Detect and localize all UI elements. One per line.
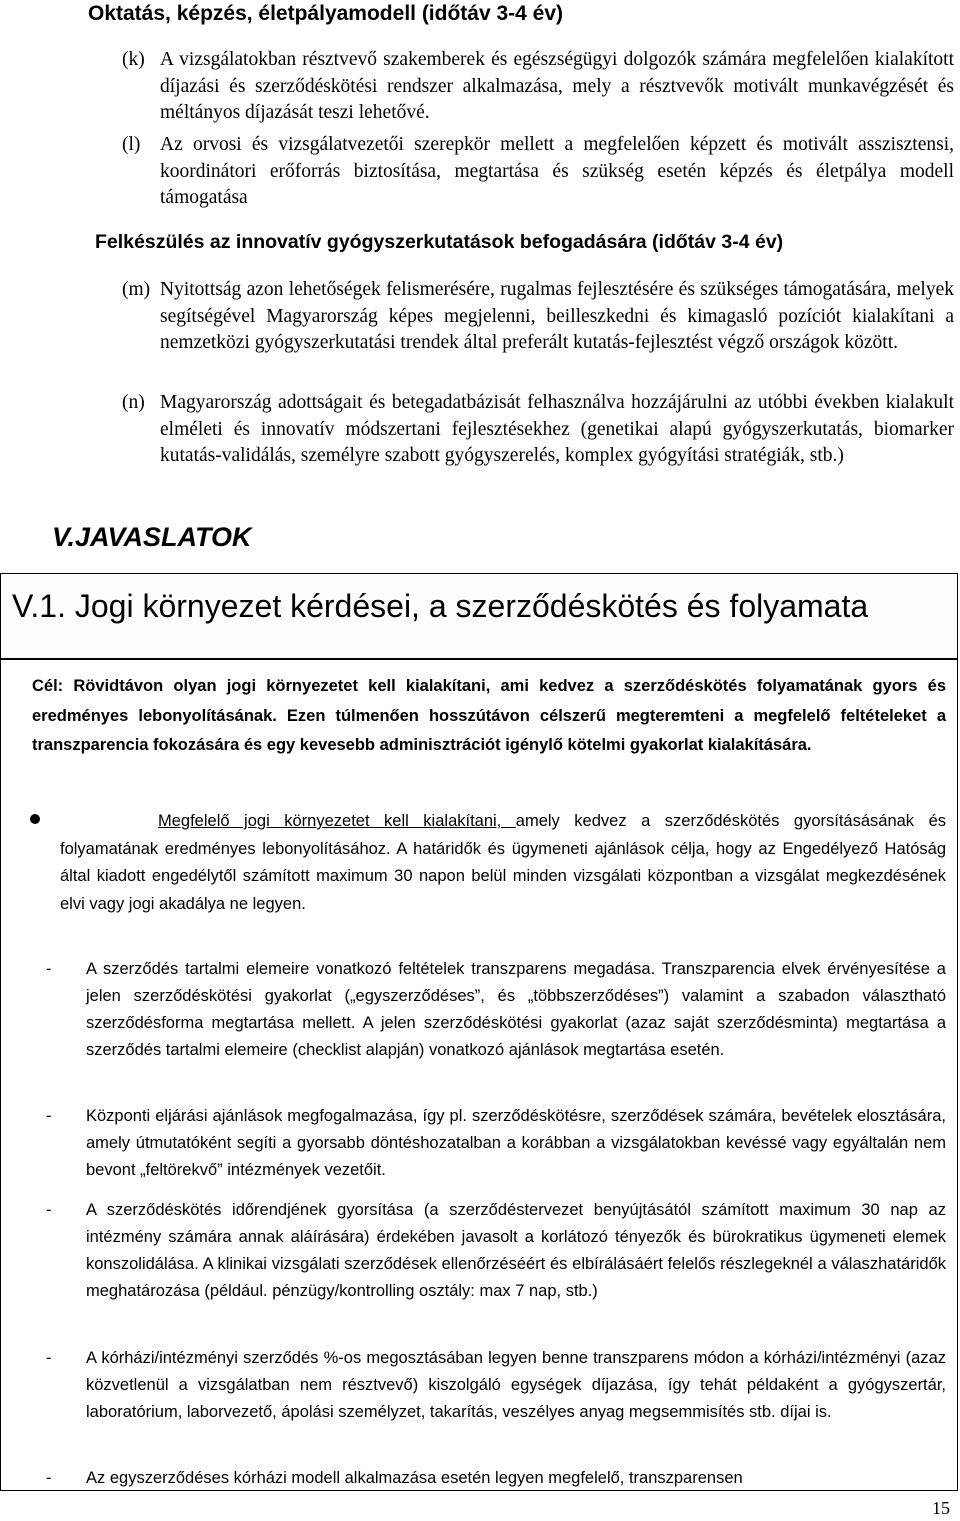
dash-item-3: A szerződéskötés időrendjének gyorsítása (a szerződéstervezet benyújtásától számított maximum 30 nap az intézmény számára annak aláírására) érdekében javasolt a korlátozó tényezők és bürokratikus ügymeneti elemek konszolidálása. A klinikai vizsgálati szerződések ellenőrzéséért és elbírálásáért felelős részlegeknél a válaszhatáridők meghatározása (például. pénzügy/kontrolling osztály: max 7 nap, stb.) — [86, 1201, 946, 1300]
list-item-m — [122, 277, 954, 357]
dash-icon: - — [46, 1469, 52, 1487]
heading-innovative-research: Felkészülés az innovatív gyógyszerkutatások befogadására (időtáv 3-4 év) — [95, 231, 784, 253]
list-item-n — [122, 390, 954, 470]
list-item-l — [122, 132, 954, 212]
bullet-paragraph — [60, 808, 946, 918]
item-label: (n) — [122, 392, 145, 413]
dash-icon: - — [46, 1201, 52, 1219]
dash-item-2: Központi eljárási ajánlások megfogalmazása, így pl. szerződéskötésre, szerződések számára, bevételek elosztására, amely útmutatóként segíti a gyorsabb döntéshozatalban a korábban a vizsgálatokban kevéssé vagy egyáltalán nem bevont „feltörekvő” intézmények vezetőit. — [86, 1107, 946, 1179]
bullet-icon — [30, 814, 40, 824]
item-text: Nyitottság azon lehetőségek felismerésére, rugalmas fejlesztésére és szükséges támogatására, melyek segítségével Magyarország képes megjelenni, beilleszkedni és kimagasló pozíciót kialakítani a nemzetközi gyógyszerkutatási trendek által preferált kutatás-fejlesztést végző országok között. — [160, 279, 954, 353]
dash-icon: - — [46, 1107, 52, 1125]
bullet-underlined-text: Megfelelő jogi környezetet kell kialakítani, — [158, 812, 516, 830]
goal-paragraph: Cél: Rövidtávon olyan jogi környezetet kell kialakítani, ami kedvez a szerződéskötés folyamatának gyors és eredményes lebonyolításának. Ezen túlmenően hosszútávon célszerű megteremteni a megfelelő feltételeket a transzparencia fokozására és egy kevesebb adminisztrációt igénylő kötelmi gyakorlat kialakítására. — [32, 677, 946, 754]
item-text: Magyarország adottságait és betegadatbázisát felhasználva hozzájárulni az utóbbi években kialakult elméleti és innovatív módszertani fejlesztésekhez (genetikai alapú gyógyszerkutatás, biomarker kutatás-validálás, személyre szabott gyógyszerelés, komplex gyógyítási stratégiák, stb.) — [160, 392, 954, 466]
chapter-heading-javaslatok: V.JAVASLATOK — [52, 522, 252, 552]
item-text: Az orvosi és vizsgálatvezetői szerepkör mellett a megfelelően képzett és motivált asszisztensi, koordinátori erőforrás biztosítása, megtartása és szükség esetén képzés és életpálya modell támogatása — [160, 134, 954, 208]
list-item-k — [122, 47, 954, 127]
section-title: V.1. Jogi környezet kérdései, a szerződéskötés és folyamata — [12, 588, 869, 624]
dash-icon: - — [46, 1349, 52, 1367]
bullet-text: amely kedvez a szerződéskötés gyorsításásának és folyamatának eredményes lebonyolításához. A határidők és ügymeneti ajánlások célja, hogy az Engedélyező Hatóság által kiadott engedélytől számított maximum 30 napon belül minden vizsgálati központban a vizsgálat megkezdésének elvi vagy jogi akadálya ne legyen. — [60, 812, 946, 913]
item-label: (l) — [122, 134, 141, 155]
dash-item-5: Az egyszerződéses kórházi modell alkalmazása esetén legyen megfelelő, transzparensen — [86, 1469, 743, 1487]
item-label: (m) — [122, 279, 151, 300]
heading-education: Oktatás, képzés, életpályamodell (időtáv 3-4 év) — [88, 2, 564, 25]
page-number: 15 — [932, 1498, 950, 1518]
item-label: (k) — [122, 49, 145, 70]
dash-item-4: A kórházi/intézményi szerződés %-os megosztásában legyen benne transzparens módon a kórházi/intézményi (azaz közvetlenül a vizsgálatban nem résztvevő) kiszolgáló egységek díjazása, így tehát példaként a gyógyszertár, laboratórium, laborvezető, ápolási személyzet, takarítás, veszélyes anyag megsemmisítés stb. díjai is. — [86, 1349, 946, 1421]
dash-icon: - — [46, 960, 52, 978]
dash-item-1: A szerződés tartalmi elemeire vonatkozó feltételek transzparens megadása. Transzparencia elvek érvényesítése a jelen szerződéskötési gyakorlat („egyszerződéses”, és „többszerződéses”) valamint a szabadon választható szerződésforma megtartása mellett. A jelen szerződéskötési gyakorlat (azaz saját szerződésminta) megtartása a szerződés tartalmi elemeire (checklist alapján) vonatkozó ajánlások megtartása esetén. — [86, 960, 946, 1059]
item-text: A vizsgálatokban résztvevő szakemberek és egészségügyi dolgozók számára megfelelően kialakított díjazási és szerződéskötési rendszer alkalmazása, mely a résztvevők motivált munkavégzését és méltányos díjazását teszi lehetővé. — [160, 49, 954, 123]
